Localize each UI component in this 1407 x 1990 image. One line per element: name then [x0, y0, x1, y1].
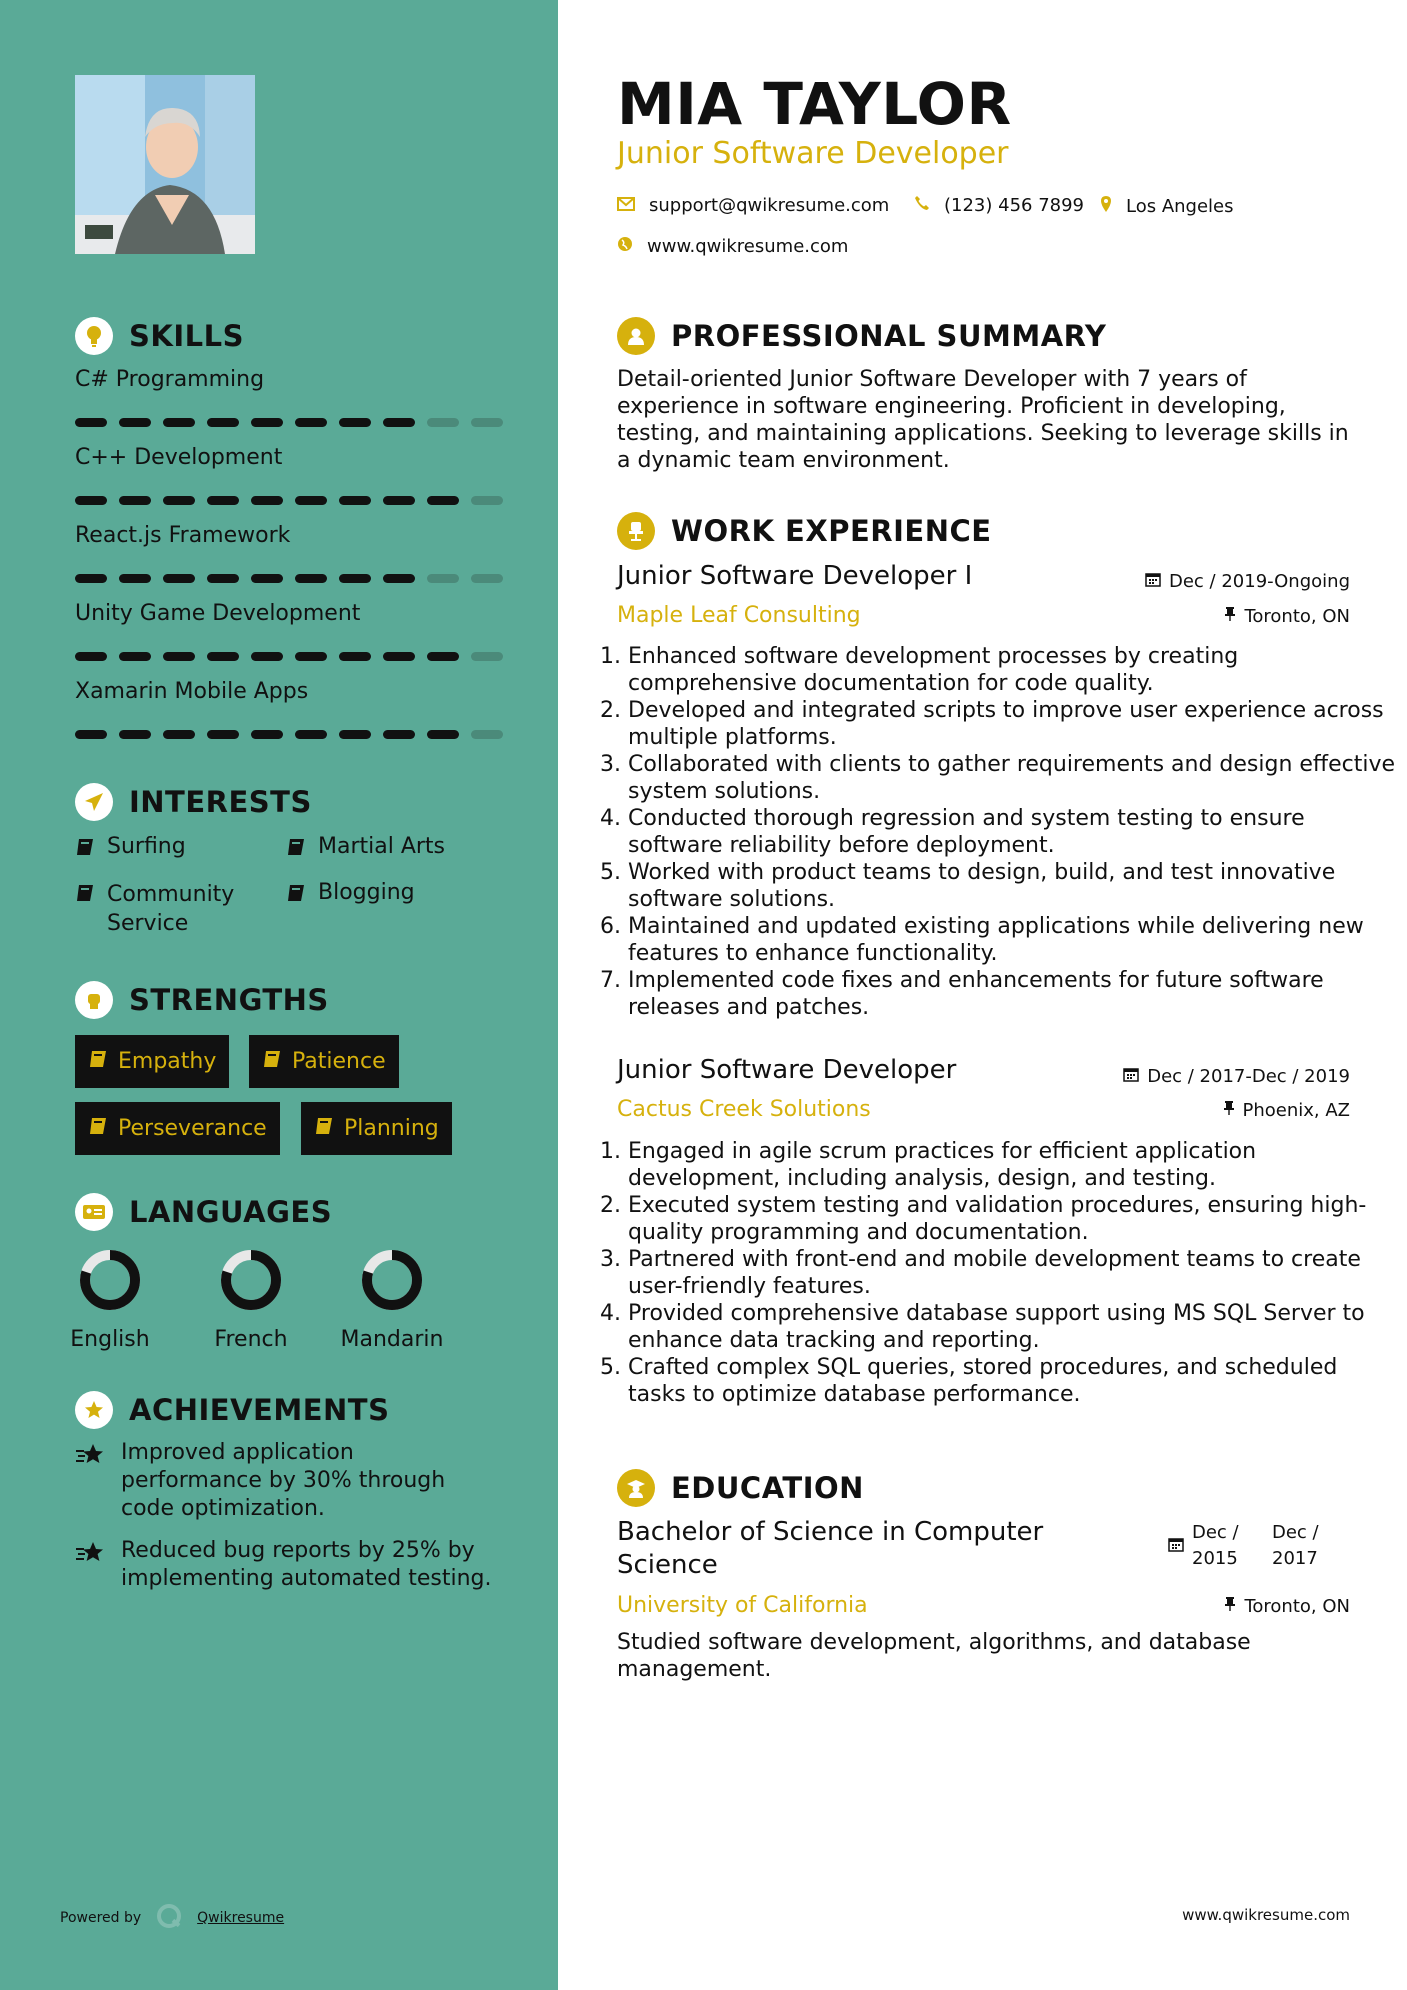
strengths-title: STRENGTHS	[129, 983, 329, 1017]
skill-dot	[251, 730, 283, 739]
duty-item: 7. Implemented code fixes and enhancements for future software releases and patches.	[628, 967, 1398, 1021]
skill-dot	[471, 574, 503, 583]
skill-item	[75, 601, 505, 661]
star-icon	[75, 1540, 109, 1570]
skill-dot	[383, 652, 415, 661]
languages-heading	[75, 1193, 332, 1231]
skill-dot	[119, 496, 151, 505]
work-heading	[617, 512, 992, 550]
education-location	[1224, 1596, 1350, 1617]
skill-level	[75, 730, 505, 739]
skill-dot	[119, 730, 151, 739]
skill-dot	[119, 574, 151, 583]
contact-phone	[914, 195, 1084, 216]
summary-heading	[617, 317, 1106, 355]
strength-label: Empathy	[118, 1049, 217, 1074]
job-location	[1224, 606, 1350, 627]
chair-icon	[617, 512, 655, 550]
education-description: Studied software development, algorithms, and database management.	[617, 1630, 1251, 1682]
duty-item: 5. Crafted complex SQL queries, stored procedures, and scheduled tasks to optimize database performance.	[628, 1354, 1398, 1408]
degree-title: Bachelor of Science in Computer Science	[617, 1517, 1044, 1580]
skill-dot	[383, 496, 415, 505]
duty-item: 4. Conducted thorough regression and system testing to ensure software reliability before deployment.	[628, 805, 1398, 859]
skills-heading	[75, 317, 244, 355]
book-icon	[262, 1049, 282, 1075]
skill-name: Xamarin Mobile Apps	[75, 679, 309, 704]
paper-plane-icon	[75, 783, 113, 821]
duty-item: 1. Engaged in agile scrum practices for efficient application development, including analysis, design, and testing.	[628, 1138, 1398, 1192]
skill-dot	[251, 574, 283, 583]
lightbulb-icon	[75, 317, 113, 355]
skill-name: C++ Development	[75, 445, 283, 470]
skill-dot	[75, 496, 107, 505]
interest-label: Blogging	[318, 880, 415, 905]
skill-dot	[251, 652, 283, 661]
skill-dot	[75, 418, 107, 427]
achievement-item	[75, 1439, 495, 1523]
skill-dot	[427, 496, 459, 505]
duty-item: 3. Partnered with front-end and mobile development teams to create user-friendly features.	[628, 1246, 1398, 1300]
book-icon	[286, 837, 306, 863]
duty-item: 5. Worked with product teams to design, build, and test innovative software solutions.	[628, 859, 1398, 913]
skill-dot	[339, 730, 371, 739]
book-icon	[75, 883, 95, 909]
phone-icon	[914, 195, 930, 216]
job-company: Maple Leaf Consulting	[617, 603, 861, 628]
email-text[interactable]: support@qwikresume.com	[649, 195, 890, 216]
language-level-ring	[218, 1247, 284, 1313]
language-item	[45, 1247, 175, 1352]
job-company: Cactus Creek Solutions	[617, 1097, 871, 1122]
interests-heading	[75, 783, 312, 821]
strength-tag	[249, 1035, 399, 1088]
job-location-text: Toronto, ON	[1244, 606, 1350, 627]
skill-dot	[75, 574, 107, 583]
skill-dot	[427, 652, 459, 661]
achievements-title: ACHIEVEMENTS	[129, 1393, 390, 1427]
skill-item	[75, 367, 505, 427]
interest-label: Surfing	[107, 834, 186, 859]
skill-dot	[383, 418, 415, 427]
id-card-icon	[75, 1193, 113, 1231]
education-dates	[1168, 1520, 1350, 1572]
start-month: Dec /	[1192, 1522, 1239, 1543]
skill-level	[75, 652, 505, 661]
education-heading	[617, 1469, 864, 1507]
book-icon	[88, 1116, 108, 1142]
skill-dot	[207, 418, 239, 427]
skill-dot	[119, 418, 151, 427]
pushpin-icon	[1223, 1100, 1235, 1121]
sidebar	[0, 0, 558, 1990]
skill-dot	[295, 574, 327, 583]
pushpin-icon	[1224, 1596, 1236, 1617]
candidate-name: MIA TAYLOR	[617, 70, 1012, 138]
interest-item	[75, 880, 255, 938]
skill-name: Unity Game Development	[75, 601, 361, 626]
book-icon	[314, 1116, 334, 1142]
work-title: WORK EXPERIENCE	[671, 514, 992, 548]
achievements-heading	[75, 1391, 389, 1429]
duty-item: 4. Provided comprehensive database support using MS SQL Server to enhance data tracking and reporting.	[628, 1300, 1398, 1354]
skill-dot	[383, 574, 415, 583]
phone-text: (123) 456 7899	[944, 195, 1085, 216]
achievement-text: Improved application performance by 30% through code optimization.	[121, 1440, 446, 1521]
job-duties	[592, 643, 1398, 1021]
graduate-icon	[617, 1469, 655, 1507]
website-text[interactable]: www.qwikresume.com	[647, 236, 849, 257]
skill-dot	[295, 418, 327, 427]
job-duties	[592, 1138, 1398, 1408]
skill-dot	[163, 730, 195, 739]
skill-dot	[339, 652, 371, 661]
skill-dot	[251, 496, 283, 505]
skill-level	[75, 496, 505, 505]
languages-title: LANGUAGES	[129, 1195, 333, 1229]
duty-item: 1. Enhanced software development processes by creating comprehensive documentation for code quality.	[628, 643, 1398, 697]
contact-website	[617, 236, 848, 257]
job-title: Junior Software Developer I	[617, 561, 973, 591]
candidate-role: Junior Software Developer	[617, 136, 1009, 171]
duty-item: 3. Collaborated with clients to gather requirements and design effective system solutions.	[628, 751, 1398, 805]
location-text: Los Angeles	[1126, 196, 1234, 217]
job-dates-text: Dec / 2019-Ongoing	[1169, 571, 1350, 592]
skill-dot	[163, 418, 195, 427]
book-icon	[75, 837, 95, 863]
duty-item: 2. Executed system testing and validation procedures, ensuring high-quality programming and documentation.	[628, 1192, 1398, 1246]
strength-label: Planning	[344, 1116, 439, 1141]
duty-item: 6. Maintained and updated existing applications while delivering new features to enhance functionality.	[628, 913, 1398, 967]
education-end	[1272, 1520, 1350, 1572]
strength-tag	[301, 1102, 452, 1155]
summary-text: Detail-oriented Junior Software Developer with 7 years of experience in software engineering. Proficient in developing, testing, and maintaining applications. Seeking to leverage skills in a dynamic team environment.	[617, 367, 1349, 473]
job-title: Junior Software Developer	[617, 1055, 957, 1085]
skill-dot	[471, 496, 503, 505]
interest-label: Community Service	[107, 882, 235, 936]
fist-icon	[75, 981, 113, 1019]
language-level-ring	[359, 1247, 425, 1313]
book-icon	[286, 883, 306, 909]
user-icon	[617, 317, 655, 355]
skill-level	[75, 574, 505, 583]
footer-url[interactable]: www.qwikresume.com	[1182, 1906, 1350, 1924]
skill-dot	[251, 418, 283, 427]
star-icon	[75, 1391, 113, 1429]
strengths-heading	[75, 981, 329, 1019]
interest-item	[286, 834, 445, 863]
start-year: 2015	[1192, 1548, 1238, 1569]
strength-tag	[75, 1102, 280, 1155]
education-location-text: Toronto, ON	[1244, 1596, 1350, 1617]
language-item	[327, 1247, 457, 1352]
interest-item	[286, 880, 415, 909]
summary-title: PROFESSIONAL SUMMARY	[671, 319, 1107, 353]
school-name: University of California	[617, 1593, 868, 1618]
interest-item	[75, 834, 186, 863]
skill-dot	[427, 574, 459, 583]
skill-dot	[163, 574, 195, 583]
skill-item	[75, 523, 505, 583]
interest-label: Martial Arts	[318, 834, 446, 859]
duty-item: 2. Developed and integrated scripts to improve user experience across multiple platforms.	[628, 697, 1398, 751]
interests-title: INTERESTS	[129, 785, 312, 819]
skill-dot	[339, 496, 371, 505]
strength-label: Perseverance	[118, 1116, 267, 1141]
language-name: English	[70, 1327, 150, 1352]
job-dates-text: Dec / 2017-Dec / 2019	[1147, 1066, 1350, 1087]
skill-dot	[471, 418, 503, 427]
end-year: 2017	[1272, 1548, 1318, 1569]
skill-dot	[339, 574, 371, 583]
skill-dot	[75, 652, 107, 661]
main-content	[558, 0, 1407, 1990]
contact-location	[1100, 195, 1234, 218]
job-dates	[1145, 571, 1350, 592]
calendar-icon	[1145, 571, 1161, 592]
skill-name: React.js Framework	[75, 523, 291, 548]
skill-item	[75, 679, 505, 739]
strength-tag	[75, 1035, 229, 1088]
powered-by	[60, 1902, 284, 1934]
book-icon	[88, 1049, 108, 1075]
powered-by-label: Powered by	[60, 1910, 142, 1926]
envelope-icon	[617, 195, 635, 216]
calendar-icon	[1123, 1066, 1139, 1087]
skill-name: C# Programming	[75, 367, 265, 392]
skill-dot	[163, 496, 195, 505]
skill-dot	[471, 730, 503, 739]
calendar-icon	[1168, 1536, 1184, 1557]
job-dates	[1123, 1066, 1350, 1087]
strength-label: Patience	[292, 1049, 386, 1074]
skill-level	[75, 418, 505, 427]
skill-dot	[295, 730, 327, 739]
achievement-item	[75, 1537, 495, 1593]
skill-dot	[295, 496, 327, 505]
skill-dot	[295, 652, 327, 661]
end-month: Dec /	[1272, 1522, 1319, 1543]
profile-photo	[75, 75, 255, 254]
pushpin-icon	[1224, 606, 1236, 627]
education-start	[1192, 1520, 1272, 1572]
language-item	[186, 1247, 316, 1352]
skill-dot	[75, 730, 107, 739]
qwikresume-logo-icon	[155, 1902, 183, 1934]
skill-dot	[471, 652, 503, 661]
education-title: EDUCATION	[671, 1471, 864, 1505]
qwikresume-link[interactable]: Qwikresume	[197, 1910, 285, 1926]
skill-dot	[163, 652, 195, 661]
skills-title: SKILLS	[129, 319, 244, 353]
language-level-ring	[77, 1247, 143, 1313]
skill-dot	[207, 730, 239, 739]
job-location-text: Phoenix, AZ	[1242, 1100, 1350, 1121]
language-name: Mandarin	[340, 1327, 444, 1352]
skill-item	[75, 445, 505, 505]
language-name: French	[214, 1327, 288, 1352]
skill-dot	[427, 418, 459, 427]
job-location	[1223, 1100, 1351, 1121]
skill-dot	[383, 730, 415, 739]
skill-dot	[427, 730, 459, 739]
achievement-text: Reduced bug reports by 25% by implementing automated testing.	[121, 1538, 492, 1591]
skill-dot	[339, 418, 371, 427]
skill-dot	[207, 496, 239, 505]
skill-dot	[207, 652, 239, 661]
star-icon	[75, 1442, 109, 1472]
skill-dot	[207, 574, 239, 583]
contact-email	[617, 195, 889, 216]
map-pin-icon	[1100, 195, 1112, 218]
globe-icon	[617, 236, 633, 257]
skill-dot	[119, 652, 151, 661]
